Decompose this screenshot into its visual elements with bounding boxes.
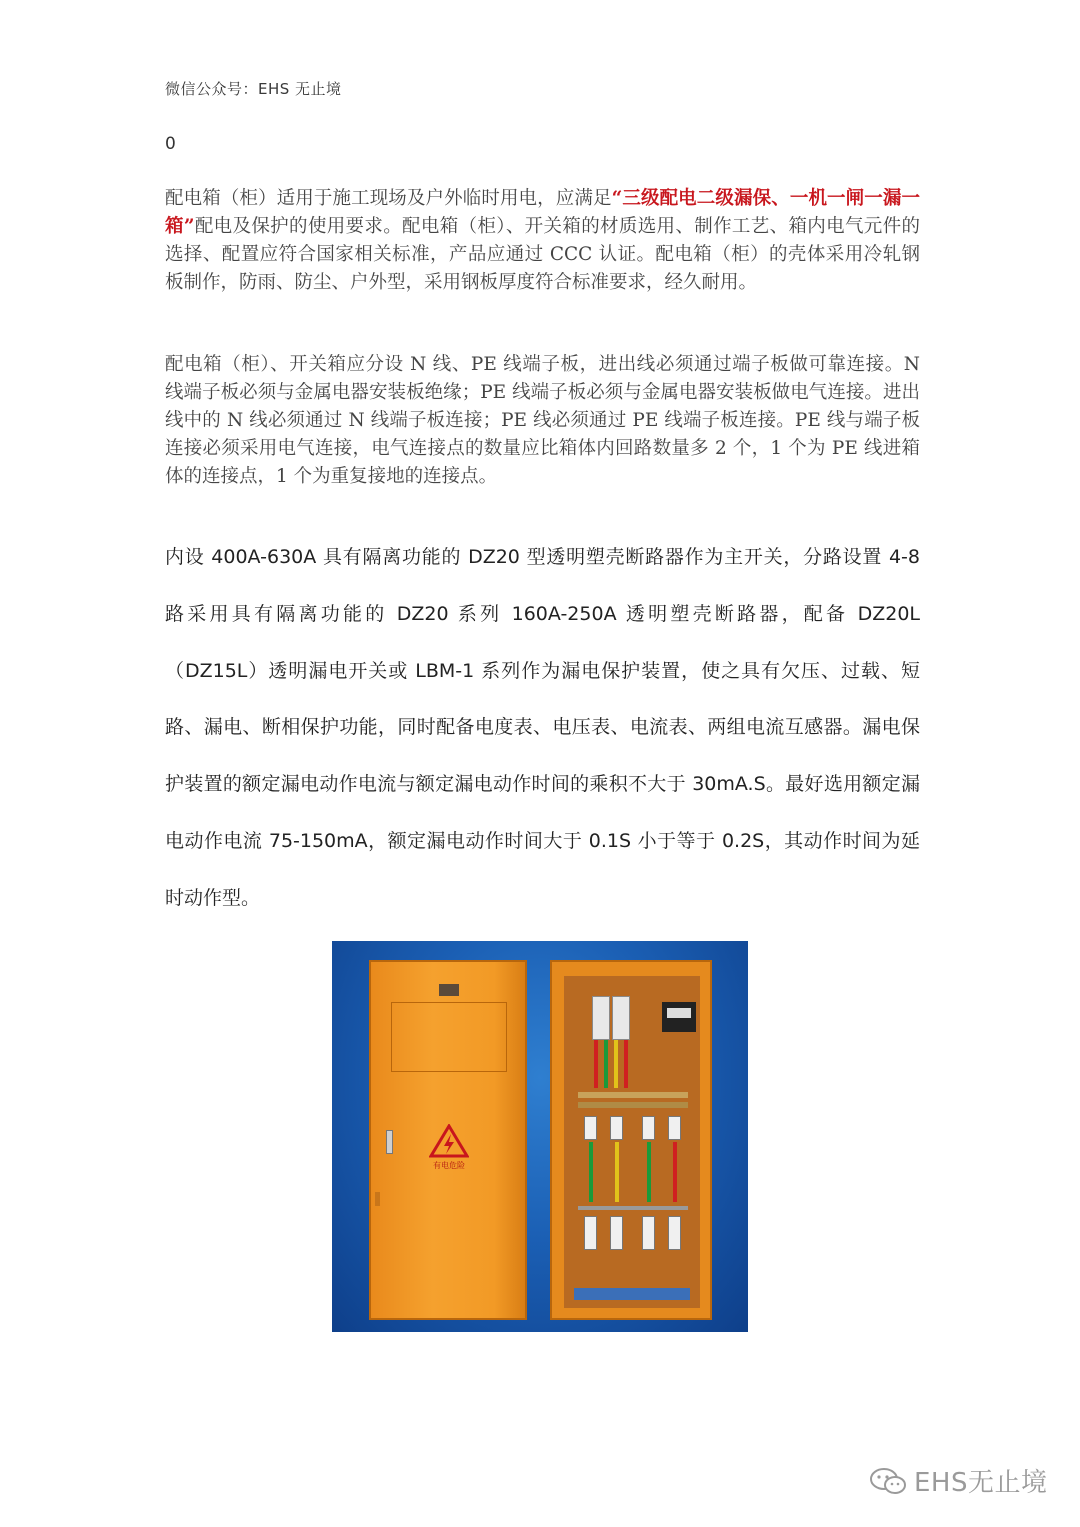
para1-text-post: 配电及保护的使用要求。配电箱（柜）、开关箱的材质选用、制作工艺、箱内电气元件的选择、配置应符合国家相关标准，产品应通过 CCC 认证。配电箱（柜）的壳体采用冷轧钢板制作，防雨、防尘、户外型，采用钢板厚度符合标准要求，经久耐用。 [165,216,920,293]
wire-yellow [614,1040,618,1088]
para1-highlight: “三级配电二级漏保、一机一闸一漏一箱” [165,188,920,237]
main-breaker [592,996,610,1040]
terminal-board [574,1288,690,1300]
cabinet-closed-door [369,960,527,1320]
cabinet-photo [332,941,748,1332]
header-account-line: 微信公众号：EHS 无止境 [165,80,342,98]
branch-breaker [610,1116,623,1140]
leakage-breaker [642,1216,655,1250]
paragraph-breaker-spec: 内设 400A-630A 具有隔离功能的 DZ20 型透明塑壳断路器作为主开关，分路设置 4-8 路采用具有隔离功能的 DZ20 系列 160A-250A 透明塑壳断路器，配备 DZ20L（DZ15L）透明漏电开关或 LBM-1 系列作为漏电保护装置，使之具有欠压、过载、短路、漏电、断相保护功能，同时配备电度表、电压表、电流表、两组电流互感器。漏电保护装置的额定漏电动作电流与额定漏电动作时间的乘积不大于 30mA.S。最好选用额定漏电动作电流 75-150mA，额定漏电动作时间大于 0.1S 小于等于 0.2S，其动作时间为延时动作型。 [165,546,920,909]
wire-green [604,1040,608,1088]
door-handle [386,1130,393,1154]
wire-green [589,1142,593,1202]
branch-breaker [642,1116,655,1140]
wire-red [673,1142,677,1202]
door-nameplate [439,984,459,996]
leakage-breaker [584,1216,597,1250]
cabinet-open-interior [550,960,712,1320]
door-window-panel [391,1002,507,1072]
wire-green [647,1142,651,1202]
lightning-warning-icon [429,1124,469,1158]
wire-yellow [615,1142,619,1202]
wire-red [624,1040,628,1088]
busbar [578,1102,688,1108]
branch-breaker [584,1116,597,1140]
busbar [578,1092,688,1098]
branch-breaker [668,1116,681,1140]
wechat-watermark [868,1462,1047,1499]
warning-label: 有电危险 [433,1161,465,1170]
leakage-breaker [610,1216,623,1250]
leakage-breaker [668,1216,681,1250]
paragraph-terminal-board: 配电箱（柜）、开关箱应分设 N 线、PE 线端子板，进出线必须通过端子板做可靠连接。N 线端子板必须与金属电器安装板绝缘；PE 线端子板必须与金属电器安装板做电气连接。进出线中的 N 线必须通过 N 线端子板连接；PE 线必须通过 PE 线端子板连接。PE 线与端子板连接必须采用电气连接，电气连接点的数量应比箱体内回路数量多 2 个，1 个为 PE 线进箱体的连接点，1 个为重复接地的连接点。 [165,354,920,487]
door-lock [375,1192,380,1206]
din-rail [578,1206,688,1210]
page-marker: 0 [165,134,176,154]
energy-meter-display [667,1008,691,1018]
mounting-plate [564,976,700,1308]
main-breaker [612,996,630,1040]
para1-text-pre: 配电箱（柜）适用于施工现场及户外临时用电，应满足 [165,188,612,209]
watermark-text: EHS无止境 [914,1468,1048,1498]
paragraph-distribution-box [165,185,920,297]
wire-red [594,1040,598,1088]
wechat-icon [868,1465,908,1497]
